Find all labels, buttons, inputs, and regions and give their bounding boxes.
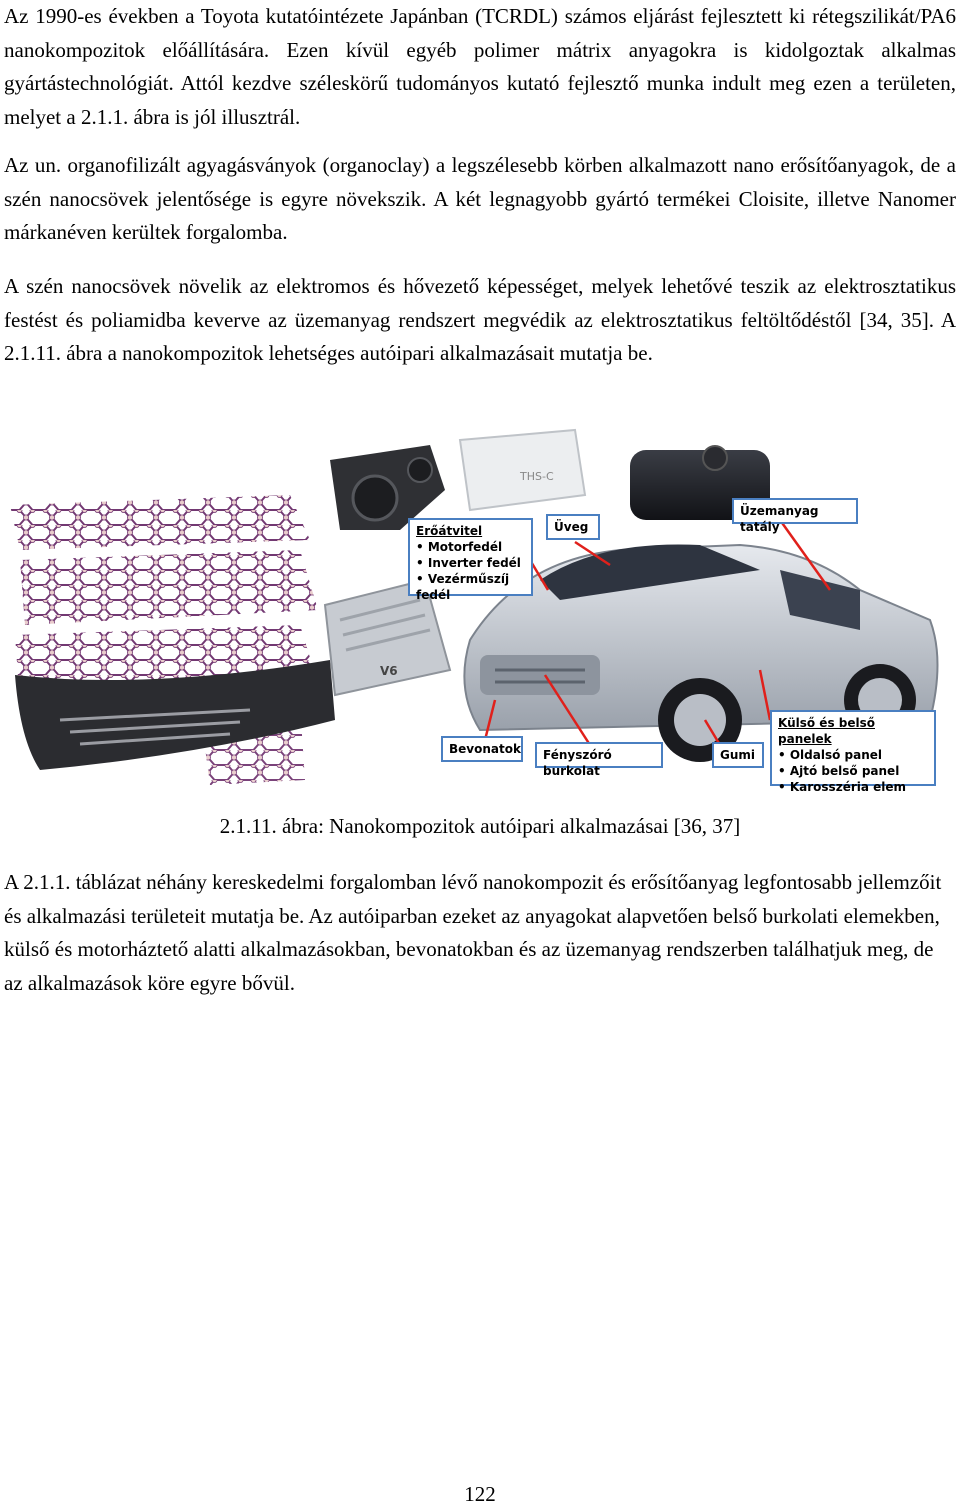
label-headlamp (535, 742, 663, 778)
label-panels-item: • Oldalsó panel (778, 747, 928, 763)
label-panels-title: Külső és belső panelek (778, 716, 875, 746)
label-panels-item: • Karosszéria elem (778, 779, 928, 795)
inverter-cover-text: THS-C (520, 470, 554, 483)
label-powertrain (408, 518, 533, 602)
engine-cover-text: V6 (380, 664, 398, 678)
label-powertrain-item: • Vezérműszíj fedél (416, 571, 525, 603)
paragraph-2: Az un. organofilizált agyagásványok (organoclay) a legszélesebb körben alkalmazott nano erősítőanyagok, de a szén nanocsövek jelentősége is egyre növekszik. A két legnagyobb gyártó termékei Cloisite, illetve Nanomer márkanéven kerültek forgalomba. (4, 153, 956, 244)
label-headlamp-text: Fényszóró burkolat (543, 748, 612, 778)
label-tires-text: Gumi (720, 748, 756, 762)
figure-automotive-applications (0, 420, 960, 800)
label-powertrain-title: Erőátvitel (416, 524, 483, 538)
label-panels (770, 710, 936, 794)
label-powertrain-item: • Motorfedél (416, 539, 525, 555)
label-fuel-tank-text: Üzemanyag tatály (740, 504, 819, 534)
paragraph-3: A szén nanocsövek növelik az elektromos és hővezető képességet, melyek lehetővé teszik az elektrosztatikus festést és poliamidba keverve az üzemanyag rendszert megvédik az elektrosztatikus feltöltődéstől [34, 35]. A 2.1.11. ábra a nanokompozitok lehetséges autóipari alkalmazásait mutatja be. (4, 274, 956, 365)
label-coatings (441, 736, 523, 762)
label-fuel-tank (732, 498, 858, 534)
label-glass-text: Üveg (554, 520, 589, 534)
paragraph-4: A 2.1.1. táblázat néhány kereskedelmi forgalomban lévő nanokompozit és erősítőanyag legfontosabb jellemzőit és alkalmazási területeit mutatja be. Az autóiparban ezeket az anyagokat alapvetően belső burkolati elemekben, külső és motorháztető alatti alkalmazásokban, bevonatokban és az üzemanyag rendszerben találhatjuk meg, de az alkalmazások köre egyre bővül. (4, 870, 942, 995)
label-tires (712, 742, 764, 768)
label-glass (546, 514, 600, 540)
label-coatings-text: Bevonatok (449, 742, 521, 756)
page-number: 122 (464, 1482, 496, 1506)
label-powertrain-item: • Inverter fedél (416, 555, 525, 571)
paragraph-1: Az 1990-es években a Toyota kutatóintézete Japánban (TCRDL) számos eljárást fejlesztett ki rétegszilikát/PA6 nanokompozitok előállítására. Ezen kívül egyéb polimer mátrix anyagokra is kidolgoztak alkalmas gyártástechnológiát. Attól kezdve széleskörű tudományos kutató fejlesztő munka indult meg ezen a területen, melyet a 2.1.1. ábra is jól illusztrál. (4, 4, 956, 129)
figure-caption: 2.1.11. ábra: Nanokompozitok autóipari alkalmazásai [36, 37] (219, 814, 741, 838)
inverter-cover-image (460, 430, 585, 510)
label-panels-item: • Ajtó belső panel (778, 763, 928, 779)
